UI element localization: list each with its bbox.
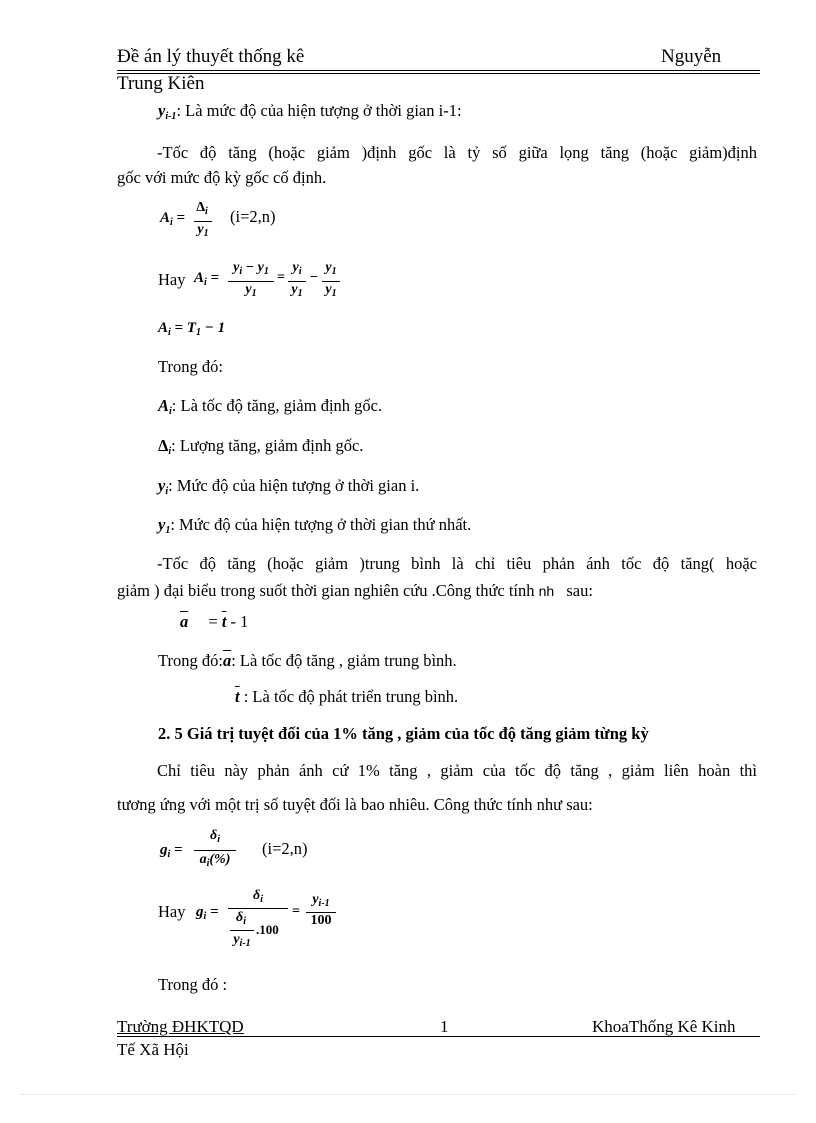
footer-rule xyxy=(117,1036,760,1037)
formula-A-T: $A_i = T_1 - 1$ xyxy=(158,320,226,338)
frac-num-yi: $y_i$ xyxy=(292,260,302,277)
paragraph-1-line-1: -Tốc độ tăng (hoặc giảm )định gốc là tỷ số giữa lọng tăng (hoặc giảm)định xyxy=(157,143,757,162)
equals-sign: = xyxy=(277,270,285,285)
frac-num-yi-minus-y1: $y_i - y_1$ xyxy=(233,260,269,277)
definition-tbar: $\overline{t}$ : Là tốc độ phát triển trung bình. xyxy=(235,687,459,706)
footer-continuation: Tế Xã Hội xyxy=(117,1040,189,1059)
definition-y1: $y_1$: Mức độ của hiện tượng ở thời gian thứ nhất. xyxy=(158,515,472,536)
paragraph-1-line-2: gốc với mức độ kỳ gốc cố định. xyxy=(117,168,327,187)
symbol-A-i-2: $A_i$ = xyxy=(194,270,220,288)
frac-num-delta-small: $\delta_i$ xyxy=(210,828,220,845)
formula-A-expanded xyxy=(194,260,364,304)
trong-do-label-1: Trong đó: xyxy=(158,357,223,376)
definition-yi: $y_i$: Mức độ của hiện tượng ở thời gian i. xyxy=(158,476,420,497)
formula-g-expanded: $g_i$ = $\delta_i$ $\delta_i$ $y_{i-1}$ .100 = $y_{i-1}$ 100 xyxy=(196,888,346,958)
frac-den-y1: $y_1$ xyxy=(197,222,209,239)
range-label-1: (i=2,n) xyxy=(230,207,276,226)
frac-num-y1: $y_1$ xyxy=(325,260,337,277)
hay-label-2: Hay xyxy=(158,902,186,921)
frac-den-y1-3: $y_1$ xyxy=(291,282,303,299)
symbol-A-i: $A_i$ = xyxy=(160,210,186,228)
formula-abar: $\overline{a} = \overline{t} - 1$ xyxy=(180,612,249,631)
paragraph-2-line-2: giảm ) đại biểu trong suốt thời gian nghiên cứu .Công thức tính nh sau: xyxy=(117,581,593,600)
page-bottom-dotted-line xyxy=(20,1094,796,1095)
paragraph-2-line-1: -Tốc độ tăng (hoặc giảm )trung bình là chỉ tiêu phản ánh tốc độ tăng( hoặc xyxy=(157,554,757,573)
hay-label-1: Hay xyxy=(158,270,186,289)
footer-left: Trường ĐHKTQD xyxy=(117,1017,244,1036)
definition-abar: Trong $đó:\overline{a}$: Là tốc độ tăng , giảm trung bình. xyxy=(158,651,457,670)
formula-g-ratio: $g_i$ = $\delta_i$ $a_i(\%)$ xyxy=(158,828,258,872)
footer-page-number: 1 xyxy=(440,1017,449,1036)
paragraph-3-line-2: tương ứng với một trị số tuyệt đối là bao nhiêu. Công thức tính như sau: xyxy=(117,795,593,814)
minus-sign: − xyxy=(310,270,318,285)
frac-bar-5 xyxy=(194,850,236,851)
definition-A: $A_i$: Là tốc độ tăng, giảm định gốc. xyxy=(158,396,383,417)
frac-num-delta: $\Delta_i$ xyxy=(196,200,208,217)
definition-delta: $\Delta_i$: Lượng tăng, giảm định gốc. xyxy=(158,436,364,457)
frac-den-y1-4: $y_1$ xyxy=(325,282,337,299)
y-prev-definition: $y_{i-1}$: Là mức độ của hiện tượng ở thời gian i-1: xyxy=(158,101,462,122)
range-label-2: (i=2,n) xyxy=(262,839,308,858)
header-rule-2 xyxy=(117,73,760,74)
footer-right: KhoaThống Kê Kinh xyxy=(592,1017,736,1036)
frac-den-y1-2: $y_1$ xyxy=(245,282,257,299)
symbol-y-prev: $y_{i-1}$ xyxy=(158,101,177,122)
section-title: 2. 5 Giá trị tuyệt đối của 1% tăng , giảm của tốc độ tăng giảm từng kỳ xyxy=(158,724,649,743)
frac-bar-7 xyxy=(230,930,254,931)
header-author-first: Nguyễn xyxy=(661,46,722,67)
header-title: Đề án lý thuyết thống kê xyxy=(117,46,305,67)
frac-den-ai-percent: $a_i(\%)$ xyxy=(199,852,231,869)
header-rule xyxy=(117,70,760,71)
trong-do-label-3: Trong đó : xyxy=(158,975,228,994)
frac-bar-6 xyxy=(228,908,288,909)
paragraph-3-line-1: Chỉ tiêu này phản ánh cứ 1% tăng , giảm của tốc độ tăng , giảm liên hoàn thì xyxy=(157,761,757,780)
header-author-last: Trung Kiên xyxy=(117,73,205,94)
